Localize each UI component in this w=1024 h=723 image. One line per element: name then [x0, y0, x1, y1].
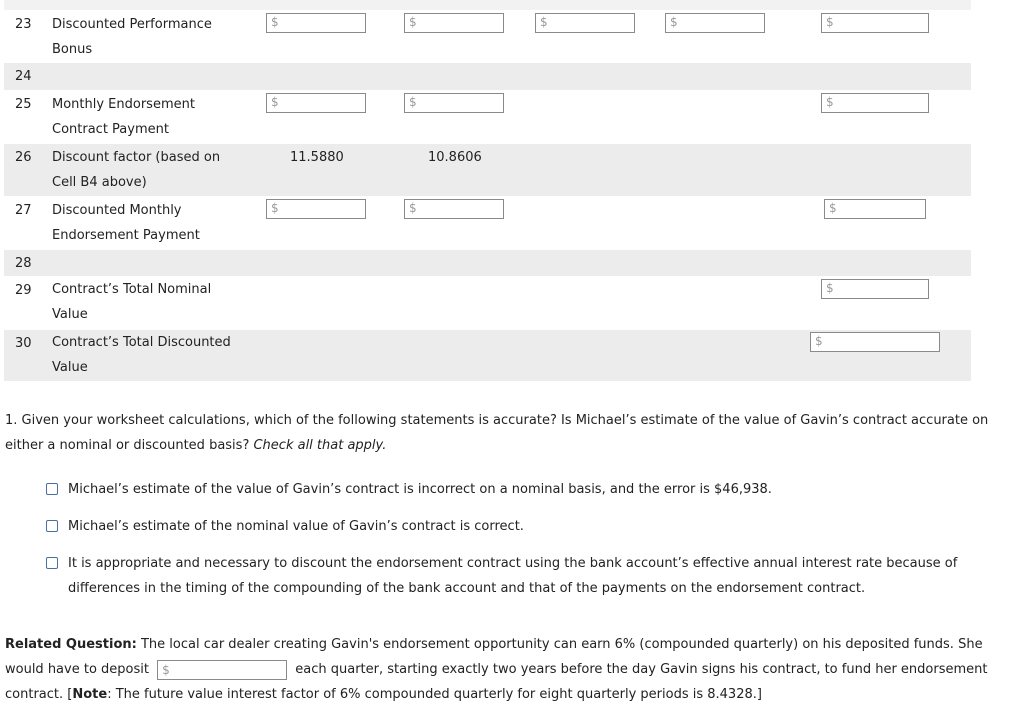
- total-discounted-value-input[interactable]: $: [810, 332, 940, 352]
- row-number: 24: [15, 69, 32, 84]
- related-text-before: The local car dealer creating Gavin's endorsement opportunity can earn 6% (compounded quarterly) on his deposited funds. She would have to deposit: [5, 637, 983, 677]
- row-number: 23: [15, 17, 32, 32]
- discount-factor-col-b: 11.5880: [290, 150, 344, 165]
- row-number: 30: [15, 336, 32, 351]
- table-row: [4, 63, 971, 90]
- option-text: Michael’s estimate of the value of Gavin’s contract is incorrect on a nominal basis, and the error is $46,938.: [68, 482, 772, 497]
- table-row: [4, 330, 971, 381]
- question-instruction: Check all that apply.: [253, 438, 387, 453]
- discounted-bonus-col-f-input[interactable]: $: [821, 13, 929, 33]
- row-label: Contract’s Total Nominal Value: [52, 282, 212, 322]
- discounted-bonus-col-d-input[interactable]: $: [535, 13, 635, 33]
- question-prompt: [5, 408, 1005, 458]
- quarterly-deposit-input[interactable]: $: [157, 660, 287, 680]
- row-number: 28: [15, 256, 32, 271]
- question-text: 1. Given your worksheet calculations, which of the following statements is accurate? Is Michael’s estimate of the value of Gavin’s contract accurate on either a nominal or discounted basis?: [5, 413, 989, 453]
- discounted-bonus-col-e-input[interactable]: $: [665, 13, 765, 33]
- note-label: Note: [72, 687, 108, 702]
- row-number: 26: [15, 150, 32, 165]
- related-question-label: Related Question:: [5, 637, 137, 652]
- row-number: 25: [15, 97, 32, 112]
- row-label: Discount factor (based on Cell B4 above): [52, 150, 221, 190]
- option-text: It is appropriate and necessary to discount the endorsement contract using the bank account’s effective annual interest rate because of differences in the timing of the compounding of the bank account and that of the payments on the endorsement contract.: [68, 556, 958, 596]
- table-row: [4, 90, 971, 143]
- option-text: Michael’s estimate of the nominal value of Gavin’s contract is correct.: [68, 519, 524, 534]
- discount-factor-col-c: 10.8606: [428, 150, 482, 165]
- row-number: 29: [15, 283, 32, 298]
- monthly-payment-col-f-input[interactable]: $: [821, 93, 929, 113]
- table-row: [4, 144, 971, 196]
- table-row: [4, 277, 971, 330]
- table-row: [4, 250, 971, 276]
- related-question: [5, 632, 1005, 707]
- discounted-monthly-col-f-input[interactable]: $: [824, 199, 926, 219]
- table-top-strip: [4, 0, 971, 10]
- discounted-monthly-col-b-input[interactable]: $: [266, 199, 366, 219]
- row-label: Discounted Monthly Endorsement Payment: [52, 203, 200, 243]
- checkbox[interactable]: [46, 520, 58, 532]
- checkbox[interactable]: [46, 483, 58, 495]
- discounted-bonus-col-b-input[interactable]: $: [266, 13, 366, 33]
- row-number: 27: [15, 203, 32, 218]
- row-label: Contract’s Total Discounted Value: [52, 335, 231, 375]
- total-nominal-value-input[interactable]: $: [821, 279, 929, 299]
- table-row: [4, 10, 971, 62]
- row-label: Discounted Performance Bonus: [52, 17, 212, 57]
- monthly-payment-col-c-input[interactable]: $: [404, 93, 504, 113]
- discounted-monthly-col-c-input[interactable]: $: [404, 199, 504, 219]
- table-row: [4, 196, 971, 249]
- note-text: : The future value interest factor of 6% compounded quarterly for eight quarterly periods is 8.4328.]: [107, 687, 762, 702]
- monthly-payment-col-b-input[interactable]: $: [266, 93, 366, 113]
- discounted-bonus-col-c-input[interactable]: $: [404, 13, 504, 33]
- related-text-after: each quarter, starting exactly two years before the day Gavin signs his contract, to fund her endorsement contract. [: [5, 662, 988, 702]
- checkbox[interactable]: [46, 557, 58, 569]
- row-label: Monthly Endorsement Contract Payment: [52, 97, 195, 137]
